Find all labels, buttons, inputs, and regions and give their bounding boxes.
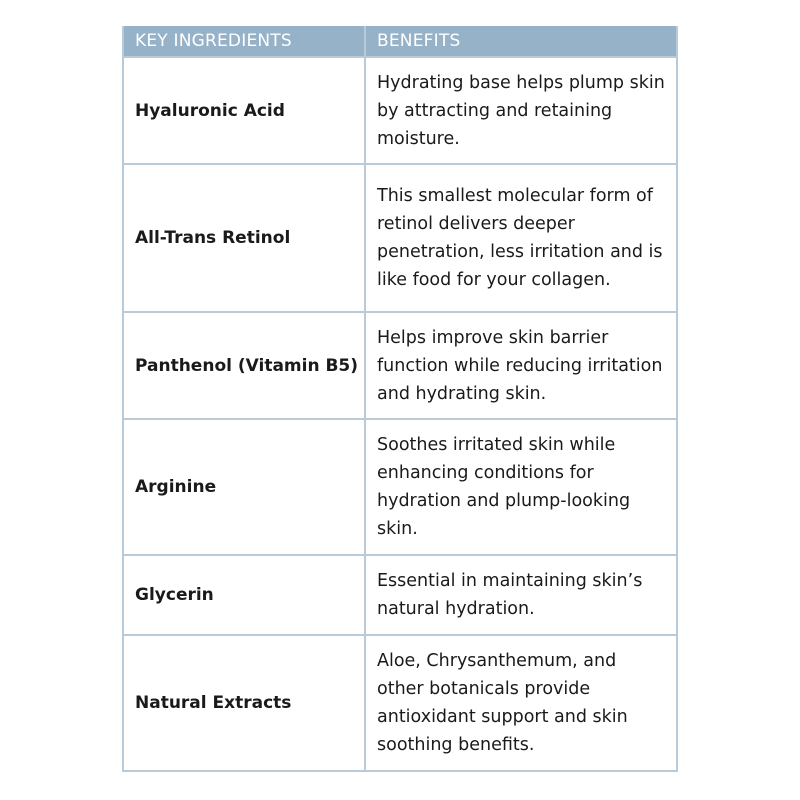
- benefit-cell: Hydrating base helps plump skin by attracting and retaining moisture.: [365, 57, 677, 164]
- header-row: [123, 26, 677, 57]
- ingredient-cell: Arginine: [123, 419, 365, 555]
- benefit-cell: Soothes irritated skin while enhancing conditions for hydration and plump-looking skin.: [365, 419, 677, 555]
- table-header: [123, 26, 677, 57]
- ingredient-cell: Natural Extracts: [123, 635, 365, 771]
- table-row: [123, 164, 677, 312]
- table-row: [123, 57, 677, 164]
- ingredients-table-wrapper: [122, 26, 676, 772]
- ingredient-cell: All-Trans Retinol: [123, 164, 365, 312]
- header-key-ingredients: KEY INGREDIENTS: [123, 26, 365, 57]
- ingredients-table: [122, 26, 678, 772]
- benefit-cell: Helps improve skin barrier function while reducing irritation and hydrating skin.: [365, 312, 677, 419]
- table-row: [123, 312, 677, 419]
- header-benefits: BENEFITS: [365, 26, 677, 57]
- benefit-cell: Essential in maintaining skin’s natural hydration.: [365, 555, 677, 635]
- ingredient-cell: Glycerin: [123, 555, 365, 635]
- ingredient-cell: Panthenol (Vitamin B5): [123, 312, 365, 419]
- table-row: [123, 555, 677, 635]
- table-body: [123, 57, 677, 771]
- benefit-cell: This smallest molecular form of retinol delivers deeper penetration, less irritation and is like food for your collagen.: [365, 164, 677, 312]
- table-row: [123, 419, 677, 555]
- table-row: [123, 635, 677, 771]
- ingredient-cell: Hyaluronic Acid: [123, 57, 365, 164]
- benefit-cell: Aloe, Chrysanthemum, and other botanicals provide antioxidant support and skin soothing benefits.: [365, 635, 677, 771]
